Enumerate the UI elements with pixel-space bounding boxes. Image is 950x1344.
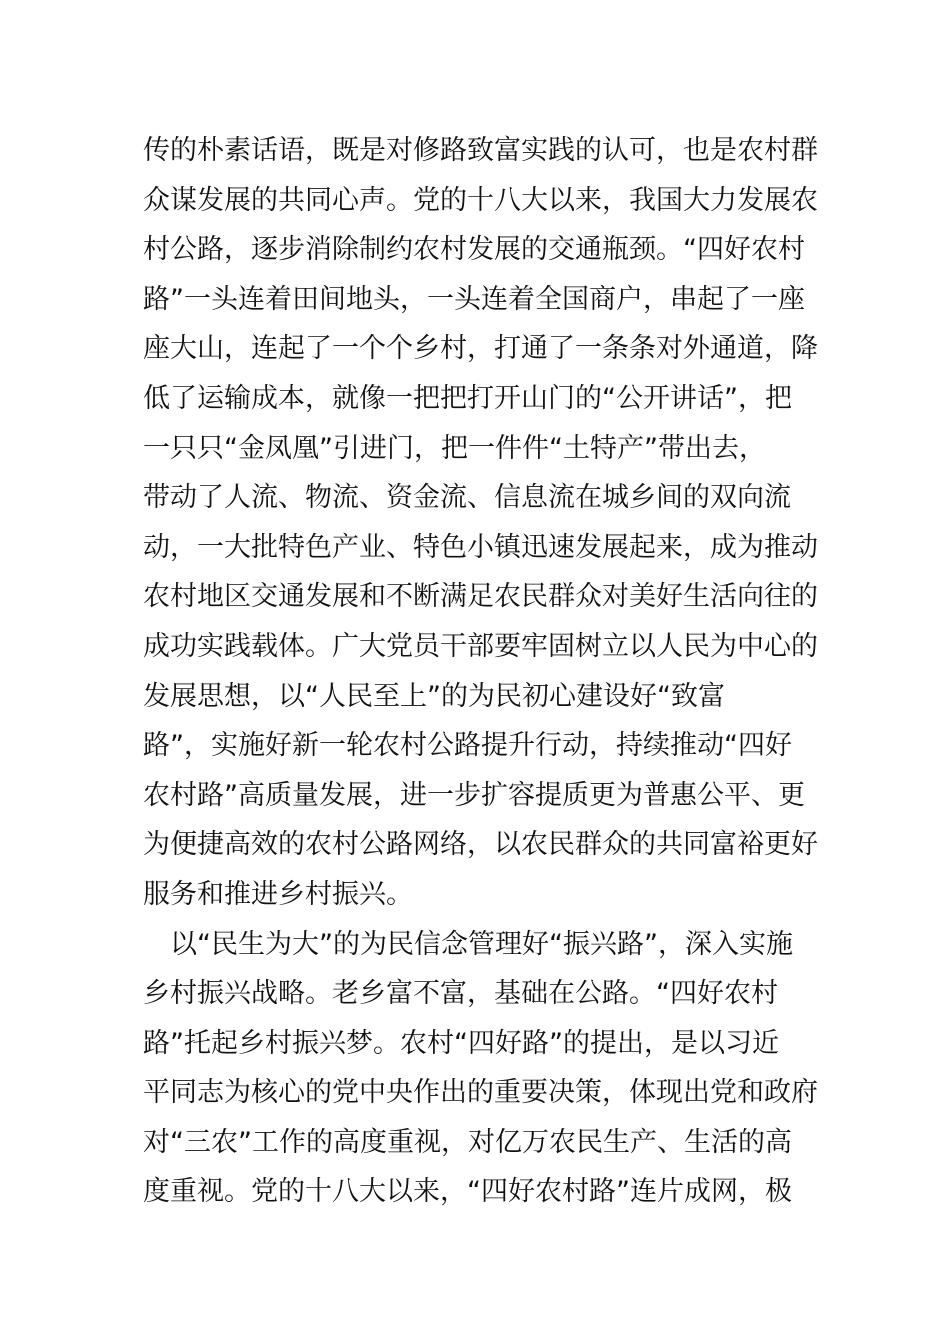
text-line: 路”一头连着田间地头，一头连着全国商户，串起了一座: [143, 283, 805, 315]
text-line: 为便捷高效的农村公路网络，以农民群众的共同富裕更好: [143, 829, 818, 861]
text-line: 村公路，逐步消除制约农村发展的交通瓶颈。“四好农村: [143, 234, 805, 266]
text-line: 动，一大批特色产业、特色小镇迅速发展起来，成为推动: [143, 531, 818, 563]
text-line: 路”托起乡村振兴梦。农村“四好路”的提出，是以习近: [143, 1027, 779, 1059]
text-line: 对“三农”工作的高度重视，对亿万农民生产、生活的高: [143, 1126, 792, 1158]
text-line: 成功实践载体。广大党员干部要牢固树立以人民为中心的: [143, 630, 818, 662]
text-line: 度重视。党的十八大以来，“四好农村路”连片成网，极: [143, 1176, 792, 1208]
text-line: 乡村振兴战略。老乡富不富，基础在公路。“四好农村: [143, 978, 778, 1010]
text-line: 服务和推进乡村振兴。: [143, 878, 413, 910]
text-line: 带动了人流、物流、资金流、信息流在城乡间的双向流: [143, 482, 791, 514]
text-line: 低了运输成本，就像一把把打开山门的“公开讲话”，把: [143, 382, 792, 414]
text-line: 众谋发展的共同心声。党的十八大以来，我国大力发展农: [143, 184, 818, 216]
text-line: 农村地区交通发展和不断满足农民群众对美好生活向往的: [143, 581, 818, 613]
paragraph-2: [143, 920, 823, 1218]
text-line: 座大山，连起了一个个乡村，打通了一条条对外通道，降: [143, 333, 818, 365]
text-line: 发展思想，以“人民至上”的为民初心建设好“致富: [143, 680, 725, 712]
text-line: 传的朴素话语，既是对修路致富实践的认可，也是农村群: [143, 135, 818, 166]
text-line-indented: 以“民生为大”的为民信念管理好“振兴路”，深入实施: [170, 928, 793, 960]
text-line: 农村路”高质量发展，进一步扩容提质更为普惠公平、更: [143, 779, 805, 811]
document-body: [143, 126, 823, 1217]
paragraph-1: [143, 126, 823, 920]
text-line: 一只只“金凤凰”引进门，把一件件“土特产”带出去，: [143, 432, 766, 464]
text-line: 平同志为核心的党中央作出的重要决策，体现出党和政府: [143, 1077, 818, 1109]
text-line: 路”，实施好新一轮农村公路提升行动，持续推动“四好: [143, 730, 792, 762]
